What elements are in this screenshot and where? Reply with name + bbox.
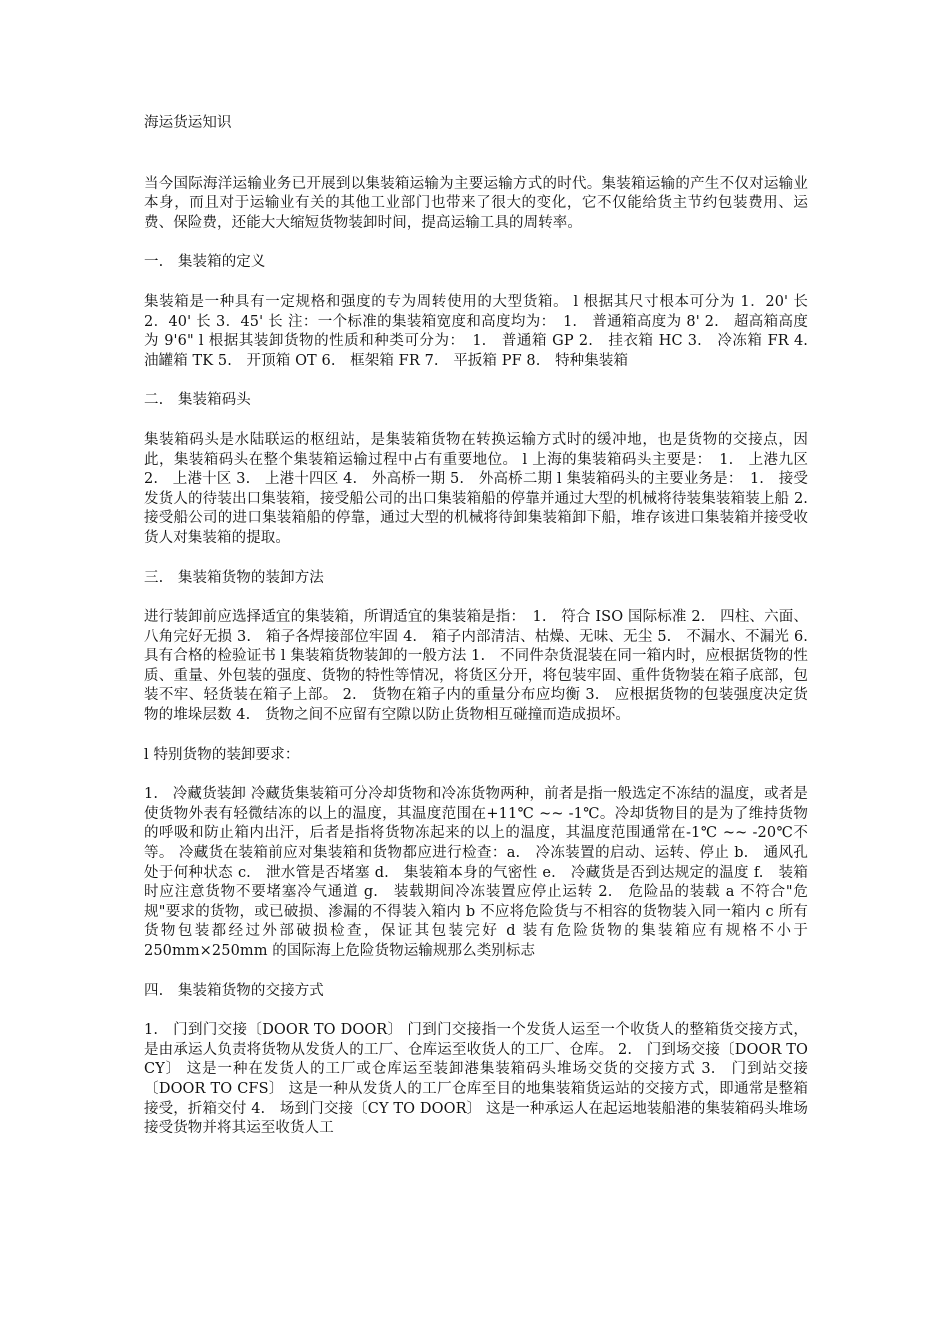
section-heading-3: 三. 集装箱货物的装卸方法 bbox=[144, 569, 324, 586]
section-heading-1: 一. 集装箱的定义 bbox=[144, 254, 266, 271]
section-heading-4: 四. 集装箱货物的交接方式 bbox=[144, 982, 324, 999]
intro-paragraph: 当今国际海洋运输业务已开展到以集装箱运输为主要运输方式的时代。集装箱运输的产生不仅对运输业本身，而且对于运输业有关的其他工业部门也带来了很大的变化，它不仅能给货主节约包装费用、运费、保险费，还能大大缩短货物装卸时间，提高运输工具的周转率。 bbox=[144, 175, 808, 231]
section-paragraph-2: 集装箱码头是水陆联运的枢纽站，是集装箱货物在转换运输方式时的缓冲地，也是货物的交接点，因此，集装箱码头在整个集装箱运输过程中占有重要地位。 l 上海的集装箱码头主要是： 1. 上港九区 2. 上港十区 3. 上港十四区 4. 外高桥一期 5. 外高桥二期 l 集装箱码头的主要业务是： 1. 接受发货人的待装出口集装箱，接受船公司的出口集装箱船的停靠并通过大型的机械将待装集装箱装上船 2. 接受船公司的进口集装箱船的停靠，通过大型的机械将待卸集装箱卸下船，堆存该进口集装箱并接受收货人对集装箱的提取。 bbox=[144, 431, 823, 546]
document-body bbox=[144, 114, 823, 1159]
section-paragraph-4: 1. 门到门交接〔DOOR TO DOOR〕 门到门交接指一个发货人运至一个收货人的整箱货交接方式，是由承运人负责将货物从发货人的工厂、仓库运至收货人的工厂、仓库。 2. 门到场交接〔DOOR TO CY〕 这是一种在发货人的工厂或仓库运至装卸港集装箱码头堆场交货的交接方式 3. 门到站交接〔DOOR TO CFS〕 这是一种从发货人的工厂仓库至目的地集装箱货运站的交接方式，即通常是整箱接受，折箱交付 4. 场到门交接〔CY TO DOOR〕 这是一种承运人在起运地装船港的集装箱码头堆场接受货物并将其运至收货人工 bbox=[144, 1022, 808, 1137]
section-paragraph-3: 进行装卸前应选择适宜的集装箱，所谓适宜的集装箱是指： 1. 符合 ISO 国际标准 2. 四柱、六面、八角完好无损 3. 箱子各焊接部位牢固 4. 箱子内部清洁、枯燥、无味、无尘 5. 不漏水、不漏光 6. 具有合格的检验证书 l 集装箱货物装卸的一般方法 1. 不同件杂货混装在同一箱内时，应根据货物的性质、重量、外包装的强度、货物的特性等情况，将货区分开，将包装牢固、重件货物装在箱子底部，包装不牢、轻货装在箱子上部。 2. 货物在箱子内的重量分布应均衡 3. 应根据货物的包装强度决定货物的堆垛层数 4. 货物之间不应留有空隙以防止货物相互碰撞而造成损坏。 bbox=[144, 609, 823, 724]
document-title: 海运货运知识 bbox=[144, 115, 232, 131]
subheading-special-cargo: l 特别货物的装卸要求： bbox=[144, 746, 300, 763]
section-paragraph-1: 集装箱是一种具有一定规格和强度的专为周转使用的大型货箱。 l 根据其尺寸根本可分为 1．20' 长 2．40' 长 3．45' 长 注：一个标准的集装箱宽度和高度均为： 1. 普通箱高度为 8' 2. 超高箱高度为 9'6" l 根据其装卸货物的性质和种类可分为： 1. 普通箱 GP 2. 挂衣箱 HC 3. 冷冻箱 FR 4. 油罐箱 TK 5. 开顶箱 OT 6. 框架箱 FR 7. 平扳箱 PF 8. 特种集装箱 bbox=[144, 293, 823, 369]
section-heading-2: 二. 集装箱码头 bbox=[144, 392, 251, 409]
special-cargo-paragraph: 1. 冷藏货装卸 冷藏货集装箱可分冷却货物和冷冻货物两种，前者是指一般选定不冻结的温度，或者是使货物外表有轻微结冻的以上的温度，其温度范围在+11℃ ~~ -1℃。冷却货物目的是为了维持货物的呼吸和防止箱内出汗，后者是指将货物冻起来的以上的温度，其温度范围通常在-1℃ ~~ -20℃不等。 冷藏货在装箱前应对集装箱和货物都应进行检查：a. 冷冻装置的启动、运转、停止 b. 通风孔处于何种状态 c. 泄水管是否堵塞 d. 集装箱本身的气密性 e. 冷藏货是否到达规定的温度 f. 装箱时应注意货物不要堵塞冷气通道 g. 装载期间冷冻装置应停止运转 2. 危险品的装载 a 不符合"危规"要求的货物，或已破损、渗漏的不得装入箱内 b 不应将危险货与不相容的货物装入同一箱内 c 所有货物包装都经过外部破损检查，保证其包装完好 d 装有危险货物的集装箱应有规格不小于 250mm×250mm 的国际海上危险货物运输规那么类别标志 bbox=[144, 786, 808, 959]
